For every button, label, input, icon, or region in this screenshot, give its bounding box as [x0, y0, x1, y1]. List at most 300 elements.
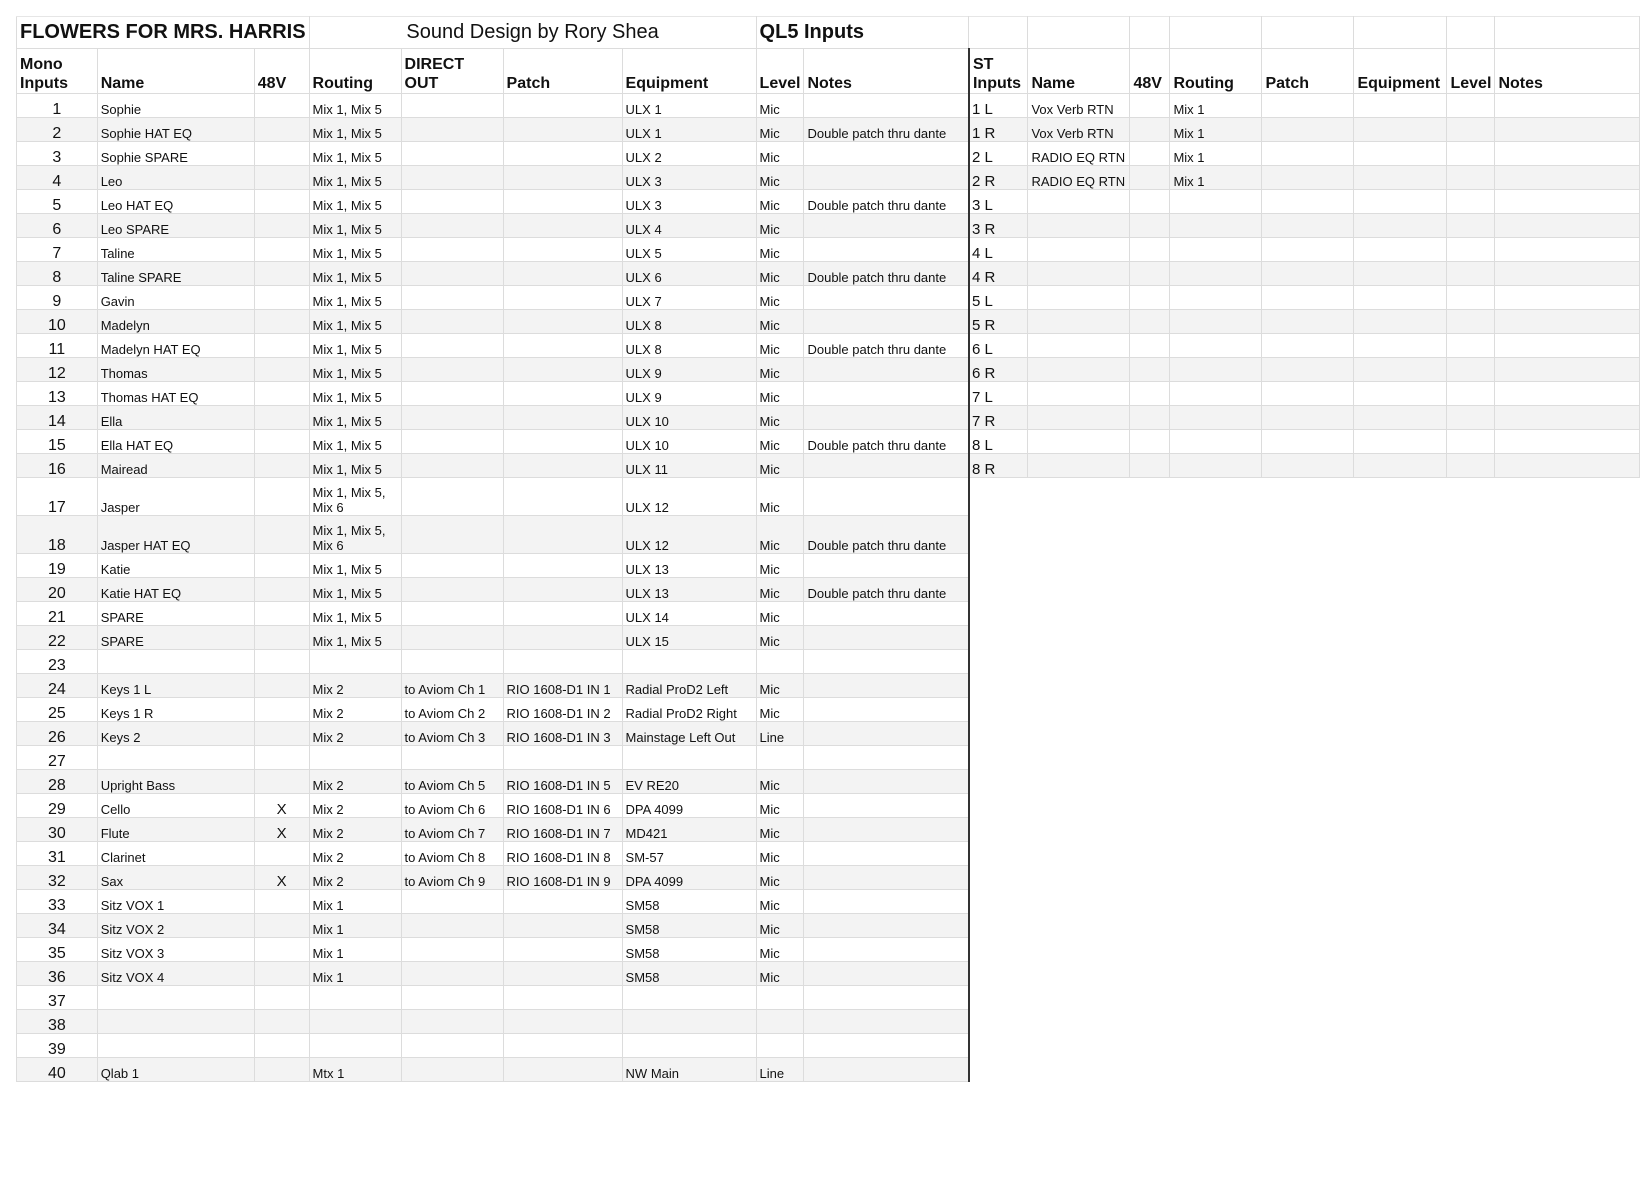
- cell[interactable]: [254, 626, 309, 650]
- st-channel[interactable]: 1 R: [969, 118, 1028, 142]
- cell[interactable]: [503, 602, 622, 626]
- cell[interactable]: [254, 1034, 309, 1058]
- cell[interactable]: SM58: [622, 914, 756, 938]
- cell[interactable]: [254, 770, 309, 794]
- cell[interactable]: [401, 334, 503, 358]
- cell[interactable]: Mic: [756, 770, 804, 794]
- cell[interactable]: Jasper: [97, 478, 254, 516]
- cell[interactable]: [401, 94, 503, 118]
- cell[interactable]: [1170, 286, 1262, 310]
- cell[interactable]: Mix 1: [309, 962, 401, 986]
- column-header[interactable]: Routing: [1170, 49, 1262, 94]
- cell[interactable]: [1130, 190, 1170, 214]
- cell[interactable]: [804, 650, 969, 674]
- cell[interactable]: [309, 650, 401, 674]
- cell[interactable]: [401, 1058, 503, 1082]
- cell[interactable]: [254, 430, 309, 454]
- cell[interactable]: [804, 770, 969, 794]
- cell[interactable]: Mix 2: [309, 770, 401, 794]
- cell[interactable]: [97, 986, 254, 1010]
- cell[interactable]: Mic: [756, 430, 804, 454]
- column-header[interactable]: Equipment: [622, 49, 756, 94]
- cell[interactable]: [1354, 166, 1447, 190]
- cell[interactable]: Mix 1, Mix 5: [309, 94, 401, 118]
- cell[interactable]: [1447, 334, 1495, 358]
- cell[interactable]: SM58: [622, 938, 756, 962]
- cell[interactable]: [804, 842, 969, 866]
- cell[interactable]: [1262, 190, 1354, 214]
- cell[interactable]: [1130, 214, 1170, 238]
- cell[interactable]: [503, 286, 622, 310]
- channel-number[interactable]: 24: [17, 674, 98, 698]
- cell[interactable]: [1495, 166, 1640, 190]
- column-header[interactable]: ST Inputs: [969, 49, 1028, 94]
- channel-number[interactable]: 26: [17, 722, 98, 746]
- cell[interactable]: Mic: [756, 602, 804, 626]
- cell[interactable]: X: [254, 866, 309, 890]
- st-channel[interactable]: 2 R: [969, 166, 1028, 190]
- cell[interactable]: Vox Verb RTN: [1028, 118, 1130, 142]
- cell[interactable]: Keys 2: [97, 722, 254, 746]
- cell[interactable]: [1495, 430, 1640, 454]
- cell[interactable]: Mic: [756, 478, 804, 516]
- cell[interactable]: Leo: [97, 166, 254, 190]
- cell[interactable]: [401, 286, 503, 310]
- cell[interactable]: [804, 986, 969, 1010]
- cell[interactable]: [254, 238, 309, 262]
- cell[interactable]: Line: [756, 1058, 804, 1082]
- cell[interactable]: [401, 358, 503, 382]
- cell[interactable]: [309, 1010, 401, 1034]
- cell[interactable]: [503, 406, 622, 430]
- cell[interactable]: Flute: [97, 818, 254, 842]
- cell[interactable]: [1447, 262, 1495, 286]
- cell[interactable]: RADIO EQ RTN: [1028, 166, 1130, 190]
- cell[interactable]: [503, 166, 622, 190]
- cell[interactable]: [1130, 286, 1170, 310]
- channel-number[interactable]: 25: [17, 698, 98, 722]
- cell[interactable]: [254, 650, 309, 674]
- cell[interactable]: [254, 890, 309, 914]
- cell[interactable]: [401, 118, 503, 142]
- channel-number[interactable]: 16: [17, 454, 98, 478]
- cell[interactable]: Mix 1: [1170, 166, 1262, 190]
- cell[interactable]: [1495, 190, 1640, 214]
- cell[interactable]: Mtx 1: [309, 1058, 401, 1082]
- cell[interactable]: [1495, 358, 1640, 382]
- cell[interactable]: to Aviom Ch 1: [401, 674, 503, 698]
- cell[interactable]: Mix 1, Mix 5: [309, 286, 401, 310]
- cell[interactable]: [1028, 262, 1130, 286]
- cell[interactable]: [622, 650, 756, 674]
- channel-number[interactable]: 28: [17, 770, 98, 794]
- cell[interactable]: Taline SPARE: [97, 262, 254, 286]
- cell[interactable]: [804, 722, 969, 746]
- cell[interactable]: Mix 1, Mix 5: [309, 334, 401, 358]
- cell[interactable]: EV RE20: [622, 770, 756, 794]
- cell[interactable]: [1262, 94, 1354, 118]
- cell[interactable]: Mix 1, Mix 5: [309, 214, 401, 238]
- cell[interactable]: [1170, 406, 1262, 430]
- cell[interactable]: Madelyn HAT EQ: [97, 334, 254, 358]
- cell[interactable]: X: [254, 818, 309, 842]
- channel-number[interactable]: 33: [17, 890, 98, 914]
- cell[interactable]: NW Main: [622, 1058, 756, 1082]
- channel-number[interactable]: 30: [17, 818, 98, 842]
- cell[interactable]: [1354, 190, 1447, 214]
- cell[interactable]: [503, 310, 622, 334]
- cell[interactable]: Sophie SPARE: [97, 142, 254, 166]
- cell[interactable]: [503, 430, 622, 454]
- cell[interactable]: RIO 1608-D1 IN 1: [503, 674, 622, 698]
- cell[interactable]: Mix 1, Mix 5, Mix 6: [309, 516, 401, 554]
- cell[interactable]: [254, 142, 309, 166]
- cell[interactable]: [97, 1010, 254, 1034]
- cell[interactable]: Line: [756, 722, 804, 746]
- cell[interactable]: [401, 516, 503, 554]
- cell[interactable]: Sophie: [97, 94, 254, 118]
- cell[interactable]: [254, 166, 309, 190]
- cell[interactable]: [1130, 382, 1170, 406]
- cell[interactable]: [1130, 430, 1170, 454]
- cell[interactable]: [1170, 190, 1262, 214]
- cell[interactable]: [804, 602, 969, 626]
- channel-number[interactable]: 6: [17, 214, 98, 238]
- cell[interactable]: [503, 746, 622, 770]
- cell[interactable]: Katie: [97, 554, 254, 578]
- cell[interactable]: [1028, 17, 1130, 49]
- cell[interactable]: Mic: [756, 118, 804, 142]
- cell[interactable]: [804, 674, 969, 698]
- cell[interactable]: Sitz VOX 2: [97, 914, 254, 938]
- cell[interactable]: [804, 818, 969, 842]
- channel-number[interactable]: 13: [17, 382, 98, 406]
- cell[interactable]: Mix 1, Mix 5, Mix 6: [309, 478, 401, 516]
- cell[interactable]: Mix 1: [1170, 142, 1262, 166]
- cell[interactable]: Mic: [756, 578, 804, 602]
- cell[interactable]: Mix 2: [309, 866, 401, 890]
- cell[interactable]: [1495, 262, 1640, 286]
- cell[interactable]: Mic: [756, 238, 804, 262]
- cell[interactable]: [401, 190, 503, 214]
- cell[interactable]: ULX 1: [622, 118, 756, 142]
- cell[interactable]: [254, 214, 309, 238]
- sound-designer-credit[interactable]: Sound Design by Rory Shea: [309, 17, 756, 49]
- cell[interactable]: [503, 358, 622, 382]
- cell[interactable]: [1495, 17, 1640, 49]
- column-header[interactable]: Notes: [1495, 49, 1640, 94]
- column-header[interactable]: Mono Inputs: [17, 49, 98, 94]
- cell[interactable]: SM58: [622, 890, 756, 914]
- cell[interactable]: to Aviom Ch 5: [401, 770, 503, 794]
- cell[interactable]: [503, 94, 622, 118]
- st-channel[interactable]: 8 L: [969, 430, 1028, 454]
- cell[interactable]: [1170, 382, 1262, 406]
- cell[interactable]: Radial ProD2 Left: [622, 674, 756, 698]
- cell[interactable]: Mic: [756, 818, 804, 842]
- cell[interactable]: [804, 554, 969, 578]
- cell[interactable]: Mic: [756, 262, 804, 286]
- cell[interactable]: Katie HAT EQ: [97, 578, 254, 602]
- cell[interactable]: [401, 238, 503, 262]
- cell[interactable]: [1262, 142, 1354, 166]
- cell[interactable]: [401, 1010, 503, 1034]
- cell[interactable]: Mix 1, Mix 5: [309, 190, 401, 214]
- cell[interactable]: [401, 142, 503, 166]
- cell[interactable]: [804, 626, 969, 650]
- cell[interactable]: Ella HAT EQ: [97, 430, 254, 454]
- cell[interactable]: [254, 190, 309, 214]
- cell[interactable]: [503, 890, 622, 914]
- column-header[interactable]: Equipment: [1354, 49, 1447, 94]
- cell[interactable]: [401, 166, 503, 190]
- cell[interactable]: [1447, 118, 1495, 142]
- cell[interactable]: RIO 1608-D1 IN 3: [503, 722, 622, 746]
- channel-number[interactable]: 35: [17, 938, 98, 962]
- cell[interactable]: [1262, 262, 1354, 286]
- cell[interactable]: [804, 310, 969, 334]
- cell[interactable]: ULX 12: [622, 478, 756, 516]
- cell[interactable]: Mic: [756, 310, 804, 334]
- channel-number[interactable]: 2: [17, 118, 98, 142]
- cell[interactable]: [401, 986, 503, 1010]
- cell[interactable]: [254, 1058, 309, 1082]
- cell[interactable]: Double patch thru dante: [804, 190, 969, 214]
- cell[interactable]: [1170, 310, 1262, 334]
- cell[interactable]: Ella: [97, 406, 254, 430]
- cell[interactable]: to Aviom Ch 9: [401, 866, 503, 890]
- cell[interactable]: [1028, 454, 1130, 478]
- cell[interactable]: [804, 890, 969, 914]
- cell[interactable]: Mix 1, Mix 5: [309, 406, 401, 430]
- channel-number[interactable]: 10: [17, 310, 98, 334]
- cell[interactable]: [503, 626, 622, 650]
- channel-number[interactable]: 15: [17, 430, 98, 454]
- cell[interactable]: Mix 1, Mix 5: [309, 554, 401, 578]
- st-channel[interactable]: 8 R: [969, 454, 1028, 478]
- cell[interactable]: [254, 310, 309, 334]
- cell[interactable]: Mix 1, Mix 5: [309, 358, 401, 382]
- cell[interactable]: Taline: [97, 238, 254, 262]
- cell[interactable]: to Aviom Ch 7: [401, 818, 503, 842]
- cell[interactable]: [254, 262, 309, 286]
- cell[interactable]: [254, 334, 309, 358]
- cell[interactable]: Mic: [756, 190, 804, 214]
- cell[interactable]: [1130, 142, 1170, 166]
- cell[interactable]: Mix 1, Mix 5: [309, 578, 401, 602]
- cell[interactable]: Mix 2: [309, 818, 401, 842]
- cell[interactable]: [1447, 358, 1495, 382]
- st-channel[interactable]: 1 L: [969, 94, 1028, 118]
- cell[interactable]: Mix 1, Mix 5: [309, 142, 401, 166]
- cell[interactable]: Mic: [756, 842, 804, 866]
- cell[interactable]: ULX 5: [622, 238, 756, 262]
- cell[interactable]: [622, 1034, 756, 1058]
- channel-number[interactable]: 37: [17, 986, 98, 1010]
- cell[interactable]: Double patch thru dante: [804, 430, 969, 454]
- cell[interactable]: [804, 746, 969, 770]
- cell[interactable]: [254, 516, 309, 554]
- cell[interactable]: [804, 94, 969, 118]
- channel-number[interactable]: 19: [17, 554, 98, 578]
- cell[interactable]: [1170, 334, 1262, 358]
- cell[interactable]: ULX 3: [622, 190, 756, 214]
- cell[interactable]: ULX 8: [622, 310, 756, 334]
- cell[interactable]: [1495, 238, 1640, 262]
- cell[interactable]: [503, 262, 622, 286]
- column-header[interactable]: DIRECT OUT: [401, 49, 503, 94]
- cell[interactable]: Cello: [97, 794, 254, 818]
- cell[interactable]: [1447, 286, 1495, 310]
- cell[interactable]: Mic: [756, 214, 804, 238]
- column-header[interactable]: Patch: [1262, 49, 1354, 94]
- channel-number[interactable]: 9: [17, 286, 98, 310]
- cell[interactable]: [254, 962, 309, 986]
- cell[interactable]: Mic: [756, 626, 804, 650]
- cell[interactable]: [804, 286, 969, 310]
- cell[interactable]: [309, 986, 401, 1010]
- cell[interactable]: [1354, 262, 1447, 286]
- cell[interactable]: RIO 1608-D1 IN 8: [503, 842, 622, 866]
- cell[interactable]: ULX 1: [622, 94, 756, 118]
- cell[interactable]: to Aviom Ch 2: [401, 698, 503, 722]
- cell[interactable]: [969, 17, 1028, 49]
- cell[interactable]: [1354, 118, 1447, 142]
- cell[interactable]: [1028, 238, 1130, 262]
- cell[interactable]: [401, 890, 503, 914]
- cell[interactable]: Mix 2: [309, 698, 401, 722]
- cell[interactable]: Mic: [756, 334, 804, 358]
- cell[interactable]: [254, 454, 309, 478]
- column-header[interactable]: 48V: [254, 49, 309, 94]
- cell[interactable]: Leo HAT EQ: [97, 190, 254, 214]
- cell[interactable]: [1354, 430, 1447, 454]
- cell[interactable]: [97, 650, 254, 674]
- cell[interactable]: ULX 9: [622, 358, 756, 382]
- cell[interactable]: [254, 358, 309, 382]
- cell[interactable]: Sax: [97, 866, 254, 890]
- cell[interactable]: [1447, 406, 1495, 430]
- channel-number[interactable]: 17: [17, 478, 98, 516]
- cell[interactable]: [503, 334, 622, 358]
- cell[interactable]: RADIO EQ RTN: [1028, 142, 1130, 166]
- cell[interactable]: Mix 1, Mix 5: [309, 238, 401, 262]
- cell[interactable]: [1028, 310, 1130, 334]
- cell[interactable]: [804, 142, 969, 166]
- cell[interactable]: to Aviom Ch 3: [401, 722, 503, 746]
- cell[interactable]: Madelyn: [97, 310, 254, 334]
- cell[interactable]: Mic: [756, 358, 804, 382]
- cell[interactable]: [254, 914, 309, 938]
- cell[interactable]: [401, 262, 503, 286]
- cell[interactable]: Mic: [756, 914, 804, 938]
- cell[interactable]: [1495, 382, 1640, 406]
- cell[interactable]: [804, 238, 969, 262]
- cell[interactable]: ULX 2: [622, 142, 756, 166]
- cell[interactable]: [503, 938, 622, 962]
- st-channel[interactable]: 4 L: [969, 238, 1028, 262]
- cell[interactable]: [503, 1034, 622, 1058]
- cell[interactable]: [756, 986, 804, 1010]
- channel-number[interactable]: 21: [17, 602, 98, 626]
- cell[interactable]: Sophie HAT EQ: [97, 118, 254, 142]
- cell[interactable]: [401, 746, 503, 770]
- cell[interactable]: [401, 962, 503, 986]
- cell[interactable]: Mix 1: [1170, 94, 1262, 118]
- cell[interactable]: [401, 554, 503, 578]
- cell[interactable]: RIO 1608-D1 IN 6: [503, 794, 622, 818]
- cell[interactable]: [1447, 166, 1495, 190]
- st-channel[interactable]: 6 R: [969, 358, 1028, 382]
- cell[interactable]: [804, 962, 969, 986]
- cell[interactable]: SPARE: [97, 626, 254, 650]
- section-title[interactable]: QL5 Inputs: [756, 17, 969, 49]
- cell[interactable]: [1262, 214, 1354, 238]
- cell[interactable]: [1495, 118, 1640, 142]
- cell[interactable]: [1495, 334, 1640, 358]
- cell[interactable]: Gavin: [97, 286, 254, 310]
- cell[interactable]: [1130, 262, 1170, 286]
- cell[interactable]: Mix 1, Mix 5: [309, 454, 401, 478]
- cell[interactable]: ULX 14: [622, 602, 756, 626]
- cell[interactable]: Thomas: [97, 358, 254, 382]
- cell[interactable]: [804, 866, 969, 890]
- channel-number[interactable]: 20: [17, 578, 98, 602]
- cell[interactable]: ULX 9: [622, 382, 756, 406]
- column-header[interactable]: Name: [97, 49, 254, 94]
- cell[interactable]: [254, 602, 309, 626]
- cell[interactable]: ULX 7: [622, 286, 756, 310]
- cell[interactable]: [1170, 238, 1262, 262]
- cell[interactable]: [1354, 334, 1447, 358]
- cell[interactable]: [1170, 430, 1262, 454]
- cell[interactable]: MD421: [622, 818, 756, 842]
- cell[interactable]: [1262, 17, 1354, 49]
- cell[interactable]: Mix 1: [1170, 118, 1262, 142]
- column-header[interactable]: 48V: [1130, 49, 1170, 94]
- cell[interactable]: Keys 1 L: [97, 674, 254, 698]
- cell[interactable]: Mainstage Left Out: [622, 722, 756, 746]
- cell[interactable]: [1447, 382, 1495, 406]
- cell[interactable]: Upright Bass: [97, 770, 254, 794]
- channel-number[interactable]: 29: [17, 794, 98, 818]
- cell[interactable]: [401, 1034, 503, 1058]
- channel-number[interactable]: 12: [17, 358, 98, 382]
- cell[interactable]: Mix 1, Mix 5: [309, 602, 401, 626]
- cell[interactable]: [756, 1034, 804, 1058]
- cell[interactable]: Double patch thru dante: [804, 118, 969, 142]
- cell[interactable]: Mix 1: [309, 938, 401, 962]
- cell[interactable]: [804, 454, 969, 478]
- cell[interactable]: [1495, 94, 1640, 118]
- cell[interactable]: Mic: [756, 890, 804, 914]
- cell[interactable]: ULX 11: [622, 454, 756, 478]
- cell[interactable]: [309, 746, 401, 770]
- cell[interactable]: ULX 12: [622, 516, 756, 554]
- channel-number[interactable]: 32: [17, 866, 98, 890]
- channel-number[interactable]: 23: [17, 650, 98, 674]
- cell[interactable]: [1130, 238, 1170, 262]
- cell[interactable]: [401, 454, 503, 478]
- cell[interactable]: RIO 1608-D1 IN 2: [503, 698, 622, 722]
- cell[interactable]: [503, 554, 622, 578]
- cell[interactable]: RIO 1608-D1 IN 5: [503, 770, 622, 794]
- cell[interactable]: [1447, 430, 1495, 454]
- cell[interactable]: [97, 1034, 254, 1058]
- cell[interactable]: [254, 118, 309, 142]
- cell[interactable]: [804, 406, 969, 430]
- cell[interactable]: [804, 914, 969, 938]
